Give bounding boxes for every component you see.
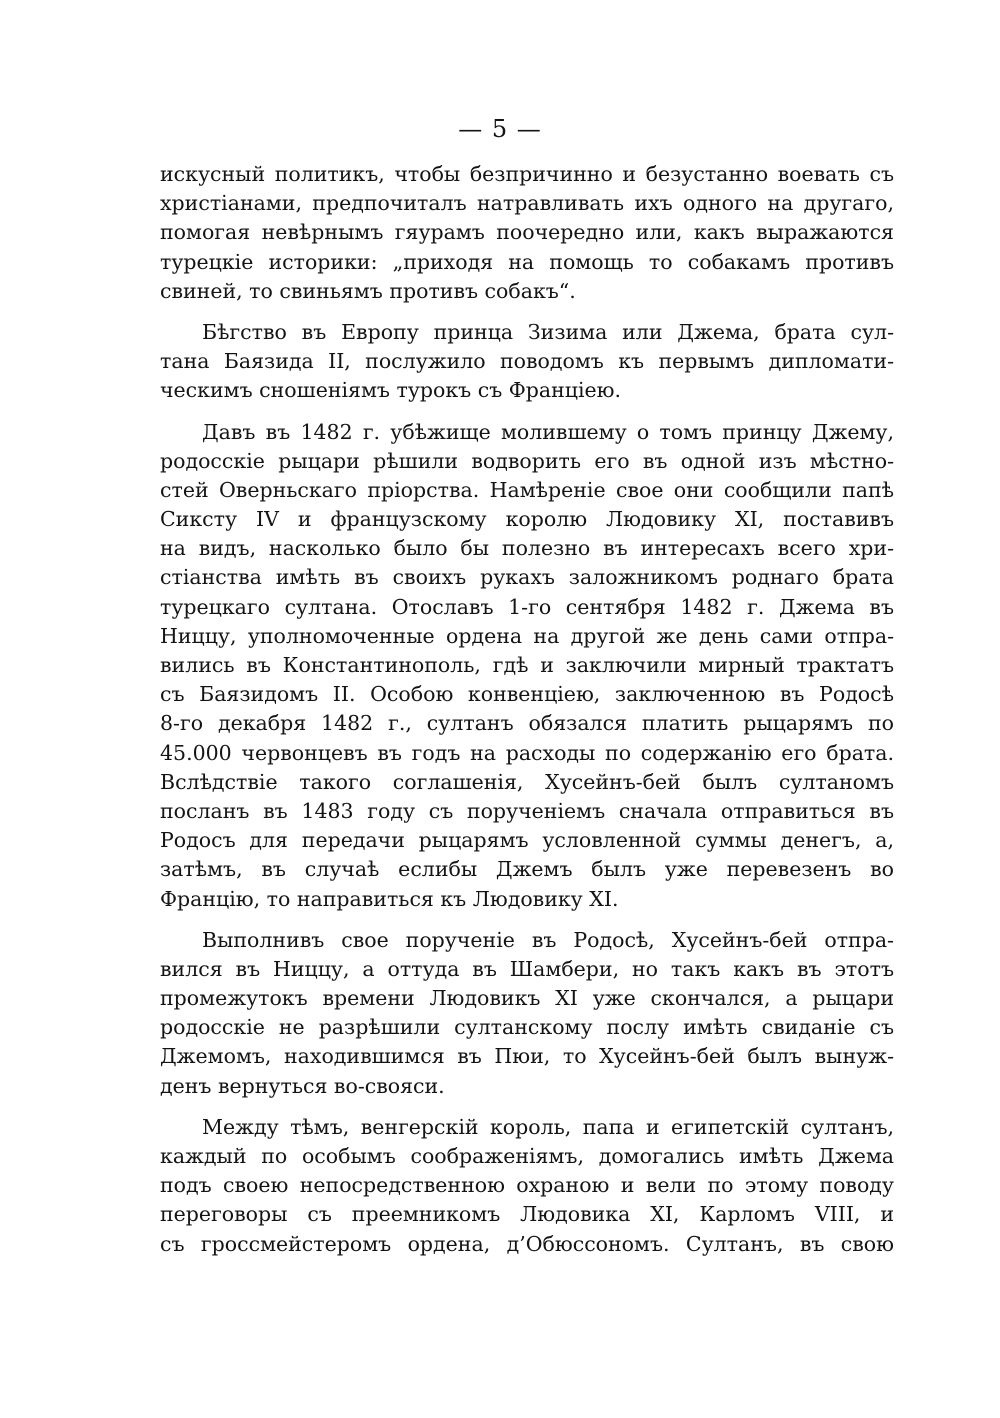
page-number: — 5 — [458,115,542,143]
text-line: Выполнивъ свое порученіе въ Родосѣ, Хусейнъ-бей отпра- [202,927,894,952]
text-line: Джемомъ, находившимся въ Пюи, то Хусейнъ-бей былъ вынуж- [160,1044,894,1069]
text-line: родосскіе рыцари рѣшили водворить его въ одной изъ мѣстно- [160,448,894,473]
text-line: Францію, то направиться къ Людовику XI. [160,886,619,911]
paragraph-4 [160,926,894,1101]
paragraph-2 [160,318,894,406]
text-line: Между тѣмъ, венгерскій король, папа и египетскій султанъ, [202,1114,894,1139]
text-line: промежутокъ времени Людовикъ XI уже скончался, а рыцари [160,986,894,1011]
text-line: на видъ, насколько было бы полезно въ интересахъ всего хри- [160,536,894,561]
text-line: каждый по особымъ соображеніямъ, домогались имѣть Джема [160,1144,894,1168]
text-line: турецкаго султана. Отославъ 1-го сентября 1482 г. Джема въ [160,594,894,619]
text-line: Вслѣдствіе такого соглашенія, Хусейнъ-бей былъ султаномъ [160,769,894,794]
text-line: помогая невѣрнымъ гяурамъ поочередно или, какъ выражаются [160,220,894,245]
text-line: стіанства имѣть въ своихъ рукахъ заложникомъ роднаго брата [160,565,894,590]
text-line: Сиксту IV и французскому королю Людовику XI, поставивъ [160,507,894,532]
paragraph-1 [160,160,894,306]
text-line: Давъ въ 1482 г. убѣжище молившему о томъ принцу Джему, [202,419,894,444]
text-line: съ Баязидомъ II. Особою конвенціею, заключенною въ Родосѣ [160,682,894,707]
text-line: вился въ Ниццу, а оттуда въ Шамбери, но такъ какъ въ этотъ [160,956,894,981]
text-line: Родосъ для передачи рыцарямъ условленной суммы денегъ, а, [160,828,894,853]
text-line: затѣмъ, въ случаѣ еслибы Джемъ былъ уже перевезенъ во [160,857,894,882]
paragraph-5 [160,1113,894,1259]
text-line: съ гроссмейстеромъ ордена, д’Обюссономъ. Султанъ, въ свою [160,1231,894,1256]
text-line: искусный политикъ, чтобы безпричинно и безустанно воевать съ [160,162,894,186]
text-line: тана Баязида II, послужило поводомъ къ первымъ дипломати- [160,349,894,374]
text-line: 45.000 червонцевъ въ годъ на расходы по содержанію его брата. [160,740,894,765]
text-line: переговоры съ преемникомъ Людовика XI, Карломъ VIII, и [160,1202,894,1227]
text-line: посланъ въ 1483 году съ порученіемъ сначала отправиться въ [160,798,894,823]
text-line: свиней, то свиньямъ противъ собакъ“. [160,278,576,303]
text-line: вились въ Константинополь, гдѣ и заключили мирный трактатъ [160,653,894,677]
paragraph-3 [160,418,894,914]
text-line: подъ своею непосредственною охраною и вели по этому поводу [160,1173,894,1198]
body-text [160,160,894,1271]
text-line: ческимъ сношеніямъ турокъ съ Франціею. [160,378,622,403]
text-line: Ниццу, уполномоченные ордена на другой же день сами отпра- [160,623,894,648]
text-line: стей Оверньскаго пріорства. Намѣреніе свое они сообщили папѣ [160,477,894,502]
text-line: денъ вернуться во-свояси. [160,1073,445,1098]
text-line: родосскіе не разрѣшили султанскому послу имѣть свиданіе съ [160,1015,894,1040]
text-line: христіанами, предпочиталъ натравливать ихъ одного на другаго, [160,191,894,216]
text-line: 8-го декабря 1482 г., султанъ обязался платить рыцарямъ по [160,711,894,736]
text-line: турецкіе историки: „приходя на помощь то собакамъ противъ [160,249,894,274]
text-line: Бѣгство въ Европу принца Зизима или Джема, брата сул- [202,319,894,344]
